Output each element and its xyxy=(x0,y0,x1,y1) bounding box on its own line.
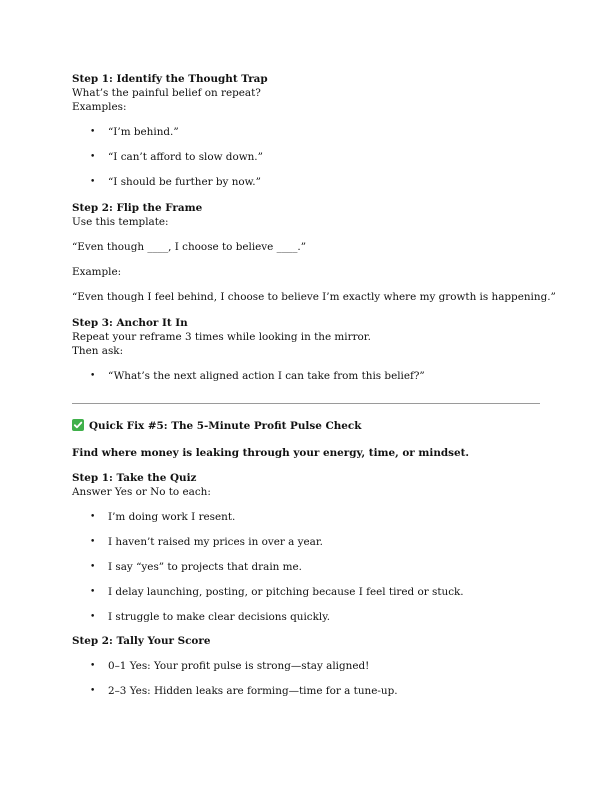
quiz-item: I’m doing work I resent. xyxy=(108,511,236,523)
bullet: • xyxy=(90,512,96,522)
step3-line1: Repeat your reframe 3 times while looking in the mirror. xyxy=(72,331,371,343)
quickfix-title-row xyxy=(72,419,361,433)
step1-heading: Step 1: Identify the Thought Trap xyxy=(72,73,268,85)
bullet: • xyxy=(90,537,96,547)
bullet: • xyxy=(90,661,96,671)
quiz-item: I struggle to make clear decisions quickly. xyxy=(108,611,331,623)
score-item: 2–3 Yes: Hidden leaks are forming—time for a tune-up. xyxy=(108,685,398,697)
quiz-step-heading: Step 1: Take the Quiz xyxy=(72,472,197,484)
step2-line1: Use this template: xyxy=(72,216,169,228)
step2-template: “Even though ____, I choose to believe ____.” xyxy=(72,241,307,253)
step1-line1: What’s the painful belief on repeat? xyxy=(72,87,261,99)
quiz-instructions: Answer Yes or No to each: xyxy=(72,486,211,498)
quickfix-subtitle: Find where money is leaking through your energy, time, or mindset. xyxy=(72,447,470,459)
bullet: • xyxy=(90,612,96,622)
quiz-item: I say “yes” to projects that drain me. xyxy=(108,561,302,573)
bullet: • xyxy=(90,686,96,696)
list-item-text: “I can’t afford to slow down.” xyxy=(108,151,263,163)
list-item-text: “I should be further by now.” xyxy=(108,176,261,188)
step2-example: “Even though I feel behind, I choose to believe I’m exactly where my growth is happening.” xyxy=(72,291,556,303)
score-item: 0–1 Yes: Your profit pulse is strong—stay aligned! xyxy=(108,660,370,672)
bullet: • xyxy=(90,587,96,597)
bullet: • xyxy=(90,152,96,162)
bullet: • xyxy=(90,562,96,572)
step3-line2: Then ask: xyxy=(72,345,124,357)
check-mark-button-icon xyxy=(72,419,84,431)
bullet: • xyxy=(90,371,96,381)
tally-step-heading: Step 2: Tally Your Score xyxy=(72,635,211,647)
list-item-text: “I’m behind.” xyxy=(108,126,179,138)
step3-heading: Step 3: Anchor It In xyxy=(72,317,188,329)
quiz-item: I delay launching, posting, or pitching because I feel tired or stuck. xyxy=(108,586,464,598)
step2-heading: Step 2: Flip the Frame xyxy=(72,202,203,214)
step2-example-label: Example: xyxy=(72,266,122,278)
quickfix-title: Quick Fix #5: The 5-Minute Profit Pulse Check xyxy=(89,420,362,432)
horizontal-divider xyxy=(72,403,540,404)
quiz-item: I haven’t raised my prices in over a year. xyxy=(108,536,323,548)
bullet: • xyxy=(90,127,96,137)
list-item-text: “What’s the next aligned action I can take from this belief?” xyxy=(108,370,425,382)
bullet: • xyxy=(90,177,96,187)
step1-line2: Examples: xyxy=(72,101,127,113)
